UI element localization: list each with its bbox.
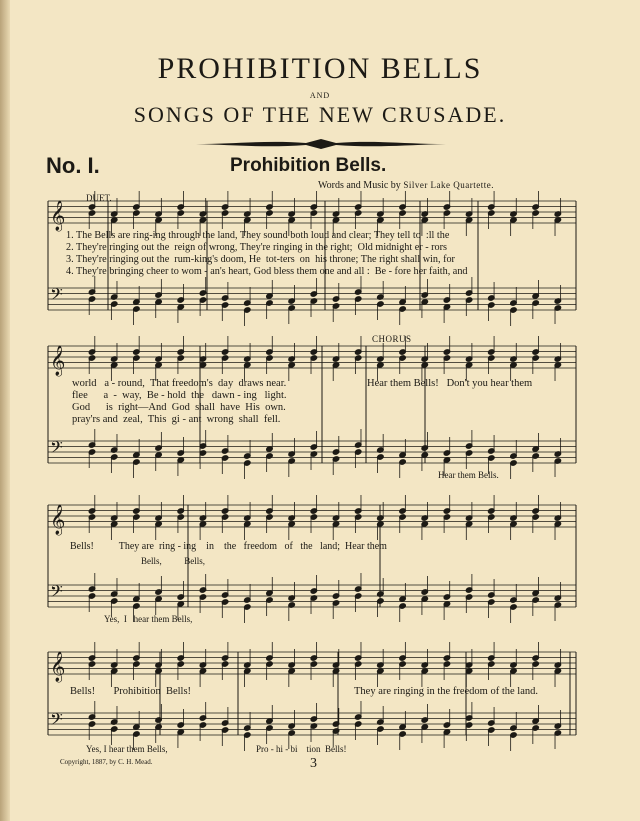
chorus-marking: CHORUS	[372, 334, 412, 344]
song-title: Prohibition Bells.	[230, 155, 387, 176]
credit-author: Silver Lake Quartette.	[403, 180, 495, 190]
duet-marking: DUET.	[86, 193, 112, 203]
chorus-line-1-lyric: Hear them Bells! Don't you hear them	[367, 378, 533, 389]
verse-1-continuation: world a - round, That freedom's day draws near.	[72, 378, 287, 389]
clefs	[50, 200, 65, 733]
chorus-line-2-bass-lyric: Yes, I hear them Bells,	[104, 614, 193, 624]
book-title-conjunction: AND	[309, 91, 331, 100]
book-title: PROHIBITION BELLS	[157, 52, 483, 85]
chorus-line-3-lyric: Bells! Prohibition Bells!	[70, 686, 192, 697]
credit-prefix: Words and Music by	[318, 180, 401, 191]
verse-1-lyric: 1. The Bells are ring-ing through the land, They sound both loud and clear; They tell to :ll the	[66, 230, 450, 241]
page-number: 3	[310, 756, 317, 771]
bass-clef: 𝄢	[50, 709, 63, 733]
chorus-line-3-bass-lyric-right: Pro - hi - bi tion Bells!	[256, 744, 347, 754]
bass-clef: 𝄢	[50, 581, 63, 605]
staff-lines	[48, 201, 576, 735]
chorus-line-2-lyric: Bells! They are ring - ing in the freedom of the land; Hear them	[70, 541, 387, 552]
verse-2-lyric: 2. They're ringing out the reign of wrong, They're ringing in the right; Old midnight er - rors	[66, 242, 448, 253]
treble-clef: 𝄞	[50, 201, 66, 231]
bass-clef: 𝄢	[50, 284, 63, 308]
verse-4-lyric: 4. They're bringing cheer to wom - an's heart, God bless them one and all : Be - fore her faith, and	[66, 266, 468, 277]
book-subtitle: SONGS OF THE NEW CRUSADE.	[133, 102, 507, 127]
verse-4-continuation: pray'rs and zeal, This gi - ant wrong shall fell.	[72, 414, 281, 425]
verse-3-continuation: God is right—And God shall have His own.	[72, 402, 286, 413]
verse-2-continuation: flee a - way, Be - hold the dawn - ing light.	[72, 390, 287, 401]
treble-clef: 𝄞	[50, 652, 66, 682]
treble-clef: 𝄞	[50, 346, 66, 376]
bass-clef: 𝄢	[50, 437, 63, 461]
chorus-line-3-bass-lyric: Yes, I hear them Bells,	[86, 744, 168, 754]
chorus-line-1-bass-lyric: Hear them Bells.	[438, 470, 499, 480]
song-number: No. I.	[46, 153, 100, 178]
copyright-notice: Copyright, 1887, by C. H. Mead.	[60, 758, 153, 766]
barlines	[48, 201, 576, 735]
treble-clef: 𝄞	[50, 505, 66, 535]
chorus-line-3-lyric-right: They are ringing in the freedom of the land.	[354, 686, 538, 697]
chorus-line-2-bass-upper-lyric: Bells, Bells,	[141, 556, 206, 566]
verse-3-lyric: 3. They're ringing out the rum-king's doom, He tot-ters on his throne; The right shall win, for	[66, 254, 455, 265]
